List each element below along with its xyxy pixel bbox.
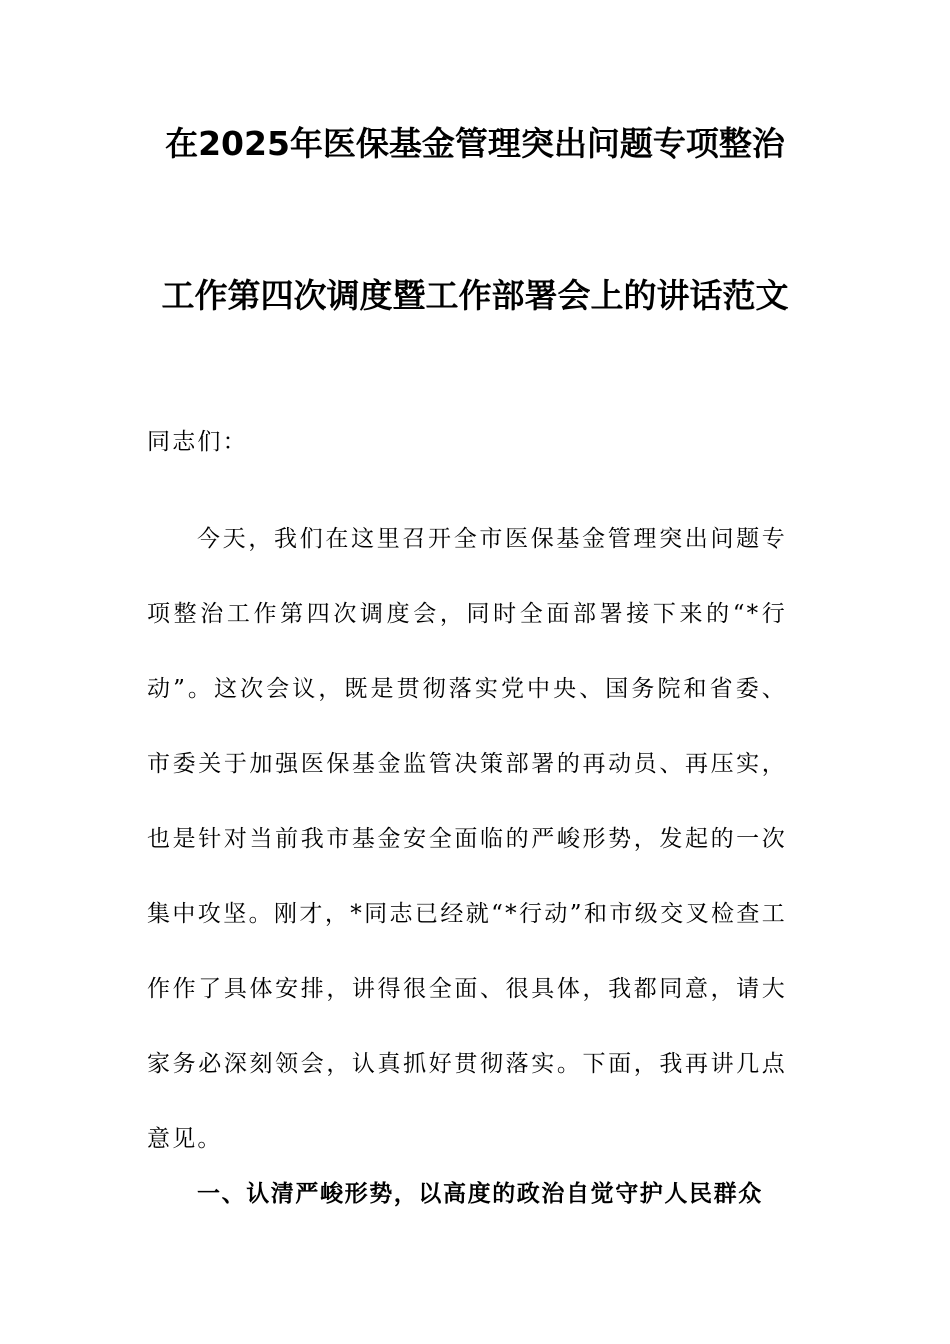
section-heading: 一、认清严峻形势，以高度的政治自觉守护人民群众	[197, 1180, 763, 1207]
salutation: 同志们：	[147, 429, 248, 455]
document-title-line-2: 工作第四次调度暨工作部署会上的讲话范文	[161, 276, 789, 315]
document-title-line-1: 在2025年医保基金管理突出问题专项整治	[165, 124, 785, 163]
body-paragraph: 今天，我们在这里召开全市医保基金管理突出问题专项整治工作第四次调度会，同时全面部署接下来的“*行动”。这次会议，既是贯彻落实党中央、国务院和省委、市委关于加强医保基金监管决策部署的再动员、再压实，也是针对当前我市基金安全面临的严峻形势，发起的一次集中攻坚。刚才，*同志已经就“*行动”和市级交叉检查工作作了具体安排，讲得很全面、很具体，我都同意，请大家务必深刻领会，认真抓好贯彻落实。下面，我再讲几点意见。	[147, 526, 787, 1152]
